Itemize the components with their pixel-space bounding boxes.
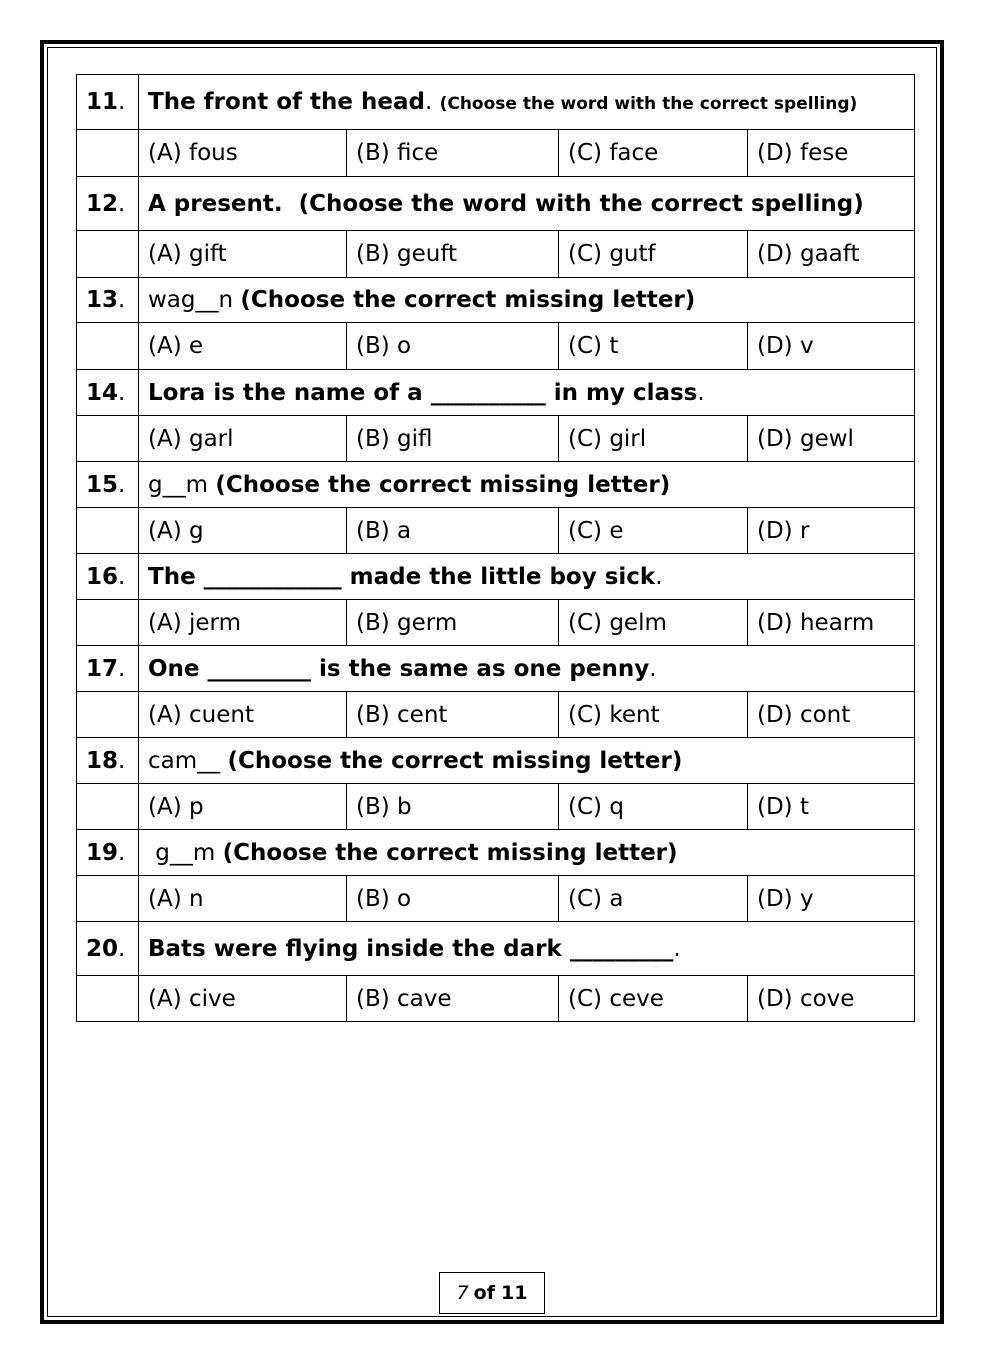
answer-option[interactable]: (D) hearm: [748, 600, 915, 646]
answer-option[interactable]: (C) girl: [559, 416, 748, 462]
question-number-value: 13: [86, 287, 119, 313]
page-of-label: of: [473, 1282, 495, 1304]
answer-option[interactable]: (C) t: [559, 323, 748, 370]
question-text: [139, 554, 915, 600]
question-row: [77, 738, 915, 784]
question-text-part: wag__n: [148, 287, 241, 313]
question-row: [77, 462, 915, 508]
question-text: [139, 922, 915, 976]
answer-option[interactable]: (D) gewl: [748, 416, 915, 462]
answer-option[interactable]: (B) o: [347, 323, 559, 370]
answer-option[interactable]: (D) cont: [748, 692, 915, 738]
question-text-part: .: [649, 655, 657, 682]
question-text-part: One _________ is the same as one penny: [148, 655, 650, 682]
question-number: 19.: [77, 830, 139, 876]
answer-option[interactable]: (C) q: [559, 784, 748, 830]
answer-option[interactable]: (A) cuent: [139, 692, 347, 738]
answer-option[interactable]: (A) gift: [139, 231, 347, 278]
question-text-part: (Choose the correct missing letter): [215, 471, 671, 498]
question-row: [77, 177, 915, 231]
empty-number-cell: [77, 130, 139, 177]
answer-option[interactable]: (D) t: [748, 784, 915, 830]
empty-number-cell: [77, 692, 139, 738]
question-row: [77, 278, 915, 323]
question-number: 20.: [77, 922, 139, 976]
question-text-part: g__m: [148, 839, 223, 866]
question-text-part: A present. (Choose the word with the correct spelling): [148, 190, 864, 217]
question-text: [139, 738, 915, 784]
answer-option[interactable]: (D) fese: [748, 130, 915, 177]
empty-number-cell: [77, 323, 139, 370]
question-text-part: Bats were flying inside the dark _________: [148, 935, 674, 962]
options-row: [77, 876, 915, 922]
question-text: [139, 646, 915, 692]
question-number-value: 16: [86, 563, 119, 590]
options-row: [77, 508, 915, 554]
empty-number-cell: [77, 976, 139, 1022]
question-number-value: 18: [86, 747, 119, 774]
empty-number-cell: [77, 508, 139, 554]
question-text-part: (Choose the correct missing letter): [240, 287, 696, 313]
question-number-value: 11: [86, 89, 119, 115]
empty-number-cell: [77, 416, 139, 462]
question-number-value: 12: [86, 190, 119, 217]
options-row: [77, 976, 915, 1022]
question-number: 15.: [77, 462, 139, 508]
question-text-part: The ____________ made the little boy sick: [148, 563, 656, 590]
question-number: 12.: [77, 177, 139, 231]
question-text-part: The front of the head: [148, 89, 425, 115]
answer-option[interactable]: (B) cave: [347, 976, 559, 1022]
answer-option[interactable]: (C) kent: [559, 692, 748, 738]
question-row: [77, 370, 915, 416]
answer-option[interactable]: (B) gifl: [347, 416, 559, 462]
answer-option[interactable]: (D) cove: [748, 976, 915, 1022]
answer-option[interactable]: (C) ceve: [559, 976, 748, 1022]
answer-option[interactable]: (D) y: [748, 876, 915, 922]
answer-option[interactable]: (C) face: [559, 130, 748, 177]
answer-option[interactable]: (B) o: [347, 876, 559, 922]
answer-option[interactable]: (A) n: [139, 876, 347, 922]
question-number: 18.: [77, 738, 139, 784]
options-row: [77, 130, 915, 177]
question-number-value: 20: [86, 935, 119, 962]
answer-option[interactable]: (A) cive: [139, 976, 347, 1022]
answer-option[interactable]: (A) jerm: [139, 600, 347, 646]
question-number-value: 17: [86, 655, 119, 682]
empty-number-cell: [77, 231, 139, 278]
question-text-part: Lora is the name of a __________ in my class: [148, 379, 698, 406]
question-number: 16.: [77, 554, 139, 600]
options-row: [77, 692, 915, 738]
question-row: [77, 922, 915, 976]
options-row: [77, 231, 915, 278]
question-text-part: cam__: [148, 747, 228, 774]
question-number-value: 19: [86, 839, 119, 866]
question-text-part: g__m: [148, 471, 216, 498]
answer-option[interactable]: (D) gaaft: [748, 231, 915, 278]
answer-option[interactable]: (C) e: [559, 508, 748, 554]
empty-number-cell: [77, 784, 139, 830]
options-row: [77, 323, 915, 370]
answer-option[interactable]: (A) fous: [139, 130, 347, 177]
question-text: [139, 462, 915, 508]
question-row: [77, 554, 915, 600]
question-number: 13.: [77, 278, 139, 323]
answer-option[interactable]: (B) cent: [347, 692, 559, 738]
answer-option[interactable]: (A) p: [139, 784, 347, 830]
question-text-part: .: [424, 89, 440, 115]
answer-option[interactable]: (B) geuft: [347, 231, 559, 278]
question-text: [139, 177, 915, 231]
question-text-part: (Choose the correct missing letter): [227, 747, 683, 774]
answer-option[interactable]: (C) gutf: [559, 231, 748, 278]
question-row: [77, 75, 915, 130]
question-text-part: .: [673, 935, 681, 962]
question-row: [77, 830, 915, 876]
question-text-part: (Choose the word with the correct spelling): [439, 94, 858, 114]
question-number-value: 14: [86, 379, 119, 406]
current-page: 7: [456, 1282, 469, 1304]
question-text-part: .: [697, 379, 705, 406]
answer-option[interactable]: (B) a: [347, 508, 559, 554]
answer-option[interactable]: (C) gelm: [559, 600, 748, 646]
answer-option[interactable]: (D) r: [748, 508, 915, 554]
question-number: 11.: [77, 75, 139, 130]
total-pages: 11: [500, 1282, 528, 1304]
answer-option[interactable]: (A) e: [139, 323, 347, 370]
question-text: [139, 830, 915, 876]
answer-option[interactable]: (B) fice: [347, 130, 559, 177]
answer-option[interactable]: (B) b: [347, 784, 559, 830]
empty-number-cell: [77, 876, 139, 922]
question-text-part: (Choose the correct missing letter): [222, 839, 678, 866]
question-number: 14.: [77, 370, 139, 416]
options-row: [77, 600, 915, 646]
question-text-part: .: [655, 563, 663, 590]
answer-option[interactable]: (D) v: [748, 323, 915, 370]
empty-number-cell: [77, 600, 139, 646]
question-row: [77, 646, 915, 692]
options-row: [77, 784, 915, 830]
options-row: [77, 416, 915, 462]
question-text: [139, 370, 915, 416]
question-text: [139, 278, 915, 323]
question-number-value: 15: [86, 471, 119, 498]
questions-table: [76, 74, 915, 1022]
answer-option[interactable]: (A) g: [139, 508, 347, 554]
answer-option[interactable]: (C) a: [559, 876, 748, 922]
question-number: 17.: [77, 646, 139, 692]
page-number-box: [439, 1272, 545, 1314]
answer-option[interactable]: (A) garl: [139, 416, 347, 462]
answer-option[interactable]: (B) germ: [347, 600, 559, 646]
question-text: [139, 75, 915, 130]
